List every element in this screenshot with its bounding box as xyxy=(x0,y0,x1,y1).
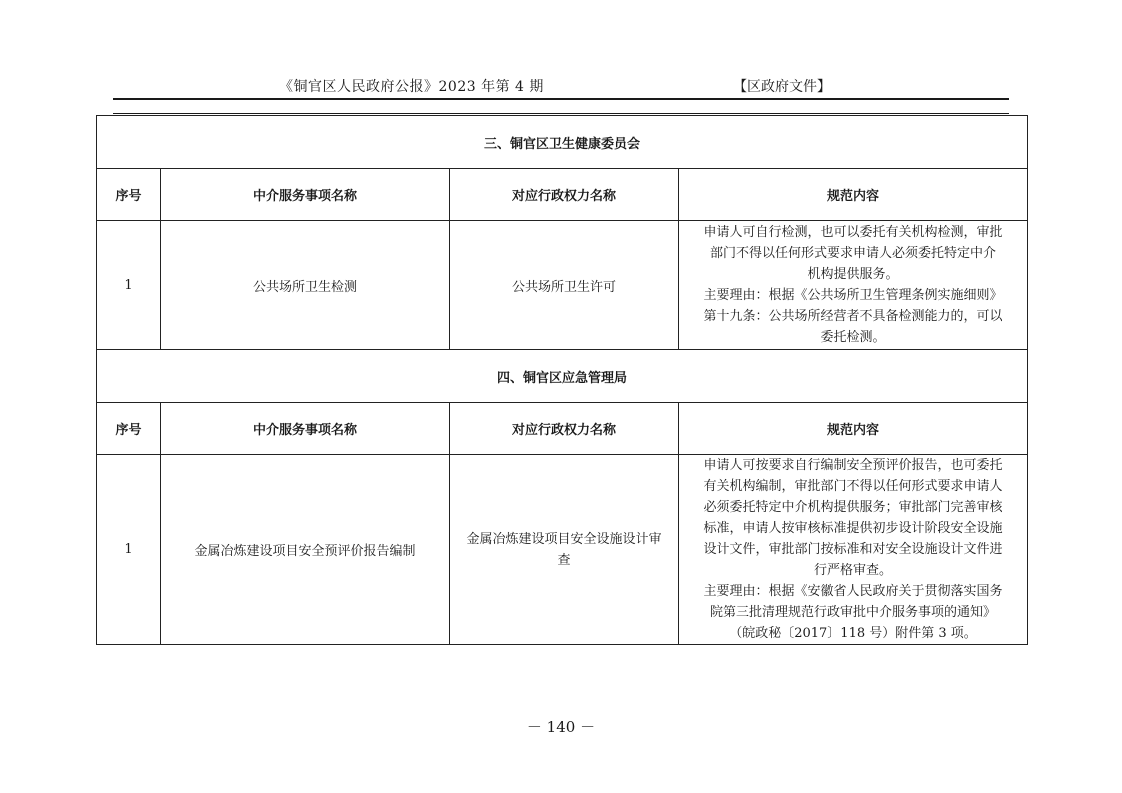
header-rule-thin xyxy=(113,113,1009,114)
reason-line: 主要理由：根据《公共场所卫生管理条例实施细则》 xyxy=(703,288,1003,303)
row-content xyxy=(679,455,1028,645)
reason-line: 主要理由：根据《安徽省人民政府关于贯彻落实国务 xyxy=(703,584,1003,599)
col-header-index: 序号 xyxy=(97,403,161,455)
dept-title: 四、铜官区应急管理局 xyxy=(97,350,1028,403)
reason-line: 第十九条：公共场所经营者不具备检测能力的，可以 xyxy=(703,309,1003,324)
content-line: 申请人可自行检测，也可以委托有关机构检测，审批 xyxy=(703,225,1003,240)
reason-line: 院第三批清理规范行政审批中介服务事项的通知》 xyxy=(710,605,997,620)
content-line: 行严格审查。 xyxy=(814,563,893,578)
header-row xyxy=(97,169,1028,221)
page-header xyxy=(113,76,1009,98)
row-index: 1 xyxy=(97,221,161,350)
content-line: 有关机构编制，审批部门不得以任何形式要求申请人 xyxy=(703,479,1003,494)
row-power: 公共场所卫生许可 xyxy=(450,221,679,350)
content-line: 部门不得以任何形式要求申请人必须委托特定中介 xyxy=(710,246,997,261)
col-header-content: 规范内容 xyxy=(679,403,1028,455)
row-content xyxy=(679,221,1028,350)
header-rule-thick xyxy=(113,98,1009,100)
table-row xyxy=(97,221,1028,350)
content-line: 申请人可按要求自行编制安全预评价报告，也可委托 xyxy=(703,458,1003,473)
row-service: 公共场所卫生检测 xyxy=(161,221,450,350)
col-header-power: 对应行政权力名称 xyxy=(450,403,679,455)
reason-line: （皖政秘〔2017〕118 号）附件第 3 项。 xyxy=(729,626,977,641)
table-row xyxy=(97,455,1028,645)
col-header-power: 对应行政权力名称 xyxy=(450,169,679,221)
content-line: 必须委托特定中介机构提供服务；审批部门完善审核 xyxy=(703,500,1003,515)
col-header-service: 中介服务事项名称 xyxy=(161,403,450,455)
page-number: － 140 － xyxy=(526,718,596,736)
content-line: 标准，申请人按审核标准提供初步设计阶段安全设施 xyxy=(703,521,1003,536)
service-table xyxy=(96,115,1028,645)
publication-title: 《铜官区人民政府公报》2023 年第 4 期 xyxy=(279,79,544,95)
content-line: 机构提供服务。 xyxy=(807,267,899,282)
dept-title: 三、铜官区卫生健康委员会 xyxy=(97,116,1028,169)
col-header-content: 规范内容 xyxy=(679,169,1028,221)
col-header-index: 序号 xyxy=(97,169,161,221)
section-label: 【区政府文件】 xyxy=(733,79,831,95)
dept-row xyxy=(97,116,1028,169)
col-header-service: 中介服务事项名称 xyxy=(161,169,450,221)
row-index: 1 xyxy=(97,455,161,645)
dept-row xyxy=(97,350,1028,403)
reason-line: 委托检测。 xyxy=(820,330,886,345)
row-service: 金属冶炼建设项目安全预评价报告编制 xyxy=(161,455,450,645)
header-row xyxy=(97,403,1028,455)
row-power: 金属冶炼建设项目安全设施设计审查 xyxy=(450,455,679,645)
content-line: 设计文件，审批部门按标准和对安全设施设计文件进 xyxy=(703,542,1003,557)
